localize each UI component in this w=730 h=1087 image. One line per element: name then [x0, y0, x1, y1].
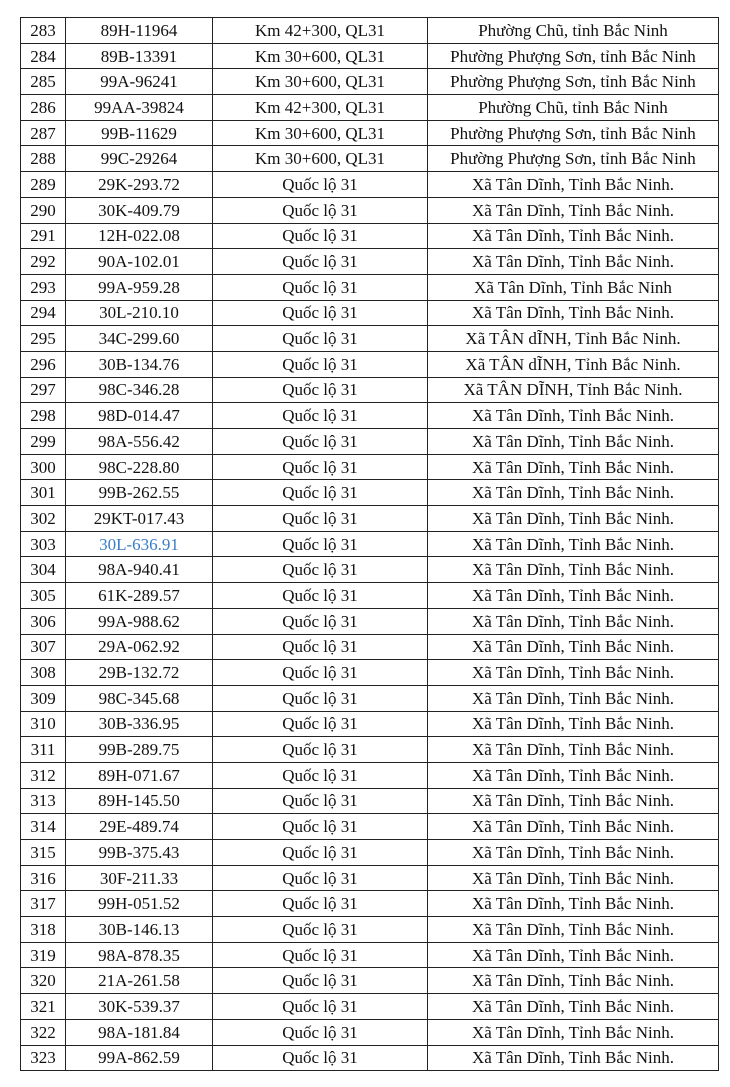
license-plate: 29B-132.72	[66, 660, 213, 686]
license-plate: 89B-13391	[66, 43, 213, 69]
row-number: 306	[21, 608, 66, 634]
table-row	[21, 326, 719, 352]
owner-address: Xã TÂN dĨNH, Tỉnh Bắc Ninh.	[428, 326, 719, 352]
table-row	[21, 69, 719, 95]
violation-location: Km 30+600, QL31	[213, 146, 428, 172]
violation-location: Quốc lộ 31	[213, 223, 428, 249]
row-number: 291	[21, 223, 66, 249]
row-number: 319	[21, 942, 66, 968]
table-row	[21, 403, 719, 429]
violation-location: Quốc lộ 31	[213, 480, 428, 506]
license-plate: 90A-102.01	[66, 249, 213, 275]
owner-address: Phường Phượng Sơn, tỉnh Bắc Ninh	[428, 120, 719, 146]
row-number: 313	[21, 788, 66, 814]
license-plate: 30K-409.79	[66, 197, 213, 223]
table-row	[21, 583, 719, 609]
owner-address: Phường Phượng Sơn, tỉnh Bắc Ninh	[428, 69, 719, 95]
table-row	[21, 891, 719, 917]
license-plate: 89H-145.50	[66, 788, 213, 814]
violation-location: Quốc lộ 31	[213, 968, 428, 994]
row-number: 322	[21, 1019, 66, 1045]
license-plate: 98A-556.42	[66, 429, 213, 455]
license-plate: 30F-211.33	[66, 865, 213, 891]
owner-address: Xã Tân Dĩnh, Tỉnh Bắc Ninh.	[428, 506, 719, 532]
row-number: 294	[21, 300, 66, 326]
row-number: 286	[21, 95, 66, 121]
table-row	[21, 788, 719, 814]
license-plate: 98C-228.80	[66, 454, 213, 480]
owner-address: Phường Phượng Sơn, tỉnh Bắc Ninh	[428, 146, 719, 172]
owner-address: Xã Tân Dĩnh, Tỉnh Bắc Ninh.	[428, 865, 719, 891]
table-row	[21, 968, 719, 994]
owner-address: Xã Tân Dĩnh, Tỉnh Bắc Ninh.	[428, 942, 719, 968]
owner-address: Xã Tân Dĩnh, Tỉnh Bắc Ninh	[428, 274, 719, 300]
row-number: 298	[21, 403, 66, 429]
violation-location: Quốc lộ 31	[213, 840, 428, 866]
license-plate: 29K-293.72	[66, 172, 213, 198]
table-row	[21, 480, 719, 506]
license-plate: 98C-346.28	[66, 377, 213, 403]
violation-location: Quốc lộ 31	[213, 685, 428, 711]
table-row	[21, 274, 719, 300]
license-plate: 34C-299.60	[66, 326, 213, 352]
violation-location: Quốc lộ 31	[213, 994, 428, 1020]
violation-location: Km 30+600, QL31	[213, 43, 428, 69]
row-number: 320	[21, 968, 66, 994]
table-row	[21, 300, 719, 326]
violation-location: Quốc lộ 31	[213, 274, 428, 300]
row-number: 300	[21, 454, 66, 480]
license-plate: 99A-862.59	[66, 1045, 213, 1071]
violation-location: Km 30+600, QL31	[213, 120, 428, 146]
license-plate: 61K-289.57	[66, 583, 213, 609]
owner-address: Xã Tân Dĩnh, Tỉnh Bắc Ninh.	[428, 197, 719, 223]
row-number: 293	[21, 274, 66, 300]
owner-address: Xã Tân Dĩnh, Tỉnh Bắc Ninh.	[428, 531, 719, 557]
owner-address: Xã TÂN DĨNH, Tỉnh Bắc Ninh.	[428, 377, 719, 403]
violation-location: Quốc lộ 31	[213, 660, 428, 686]
table-row	[21, 120, 719, 146]
license-plate: 99A-96241	[66, 69, 213, 95]
row-number: 287	[21, 120, 66, 146]
table-row	[21, 454, 719, 480]
row-number: 302	[21, 506, 66, 532]
table-row	[21, 737, 719, 763]
row-number: 303	[21, 531, 66, 557]
owner-address: Phường Chũ, tỉnh Bắc Ninh	[428, 18, 719, 44]
owner-address: Xã Tân Dĩnh, Tỉnh Bắc Ninh.	[428, 891, 719, 917]
table-row	[21, 660, 719, 686]
table-row	[21, 814, 719, 840]
license-plate: 98D-014.47	[66, 403, 213, 429]
table-row	[21, 634, 719, 660]
row-number: 288	[21, 146, 66, 172]
license-plate: 89H-11964	[66, 18, 213, 44]
owner-address: Xã Tân Dĩnh, Tỉnh Bắc Ninh.	[428, 994, 719, 1020]
table-row	[21, 95, 719, 121]
owner-address: Xã Tân Dĩnh, Tỉnh Bắc Ninh.	[428, 403, 719, 429]
owner-address: Xã Tân Dĩnh, Tỉnh Bắc Ninh.	[428, 608, 719, 634]
row-number: 301	[21, 480, 66, 506]
license-plate: 89H-071.67	[66, 762, 213, 788]
violation-location: Quốc lộ 31	[213, 737, 428, 763]
violation-location: Quốc lộ 31	[213, 429, 428, 455]
violation-location: Quốc lộ 31	[213, 454, 428, 480]
license-plate: 98A-878.35	[66, 942, 213, 968]
license-plate: 21A-261.58	[66, 968, 213, 994]
row-number: 296	[21, 351, 66, 377]
license-plate: 98A-181.84	[66, 1019, 213, 1045]
owner-address: Xã Tân Dĩnh, Tỉnh Bắc Ninh.	[428, 814, 719, 840]
table-row	[21, 377, 719, 403]
violation-location: Quốc lộ 31	[213, 172, 428, 198]
license-plate: 30L-210.10	[66, 300, 213, 326]
violation-location: Quốc lộ 31	[213, 1019, 428, 1045]
row-number: 295	[21, 326, 66, 352]
table-row	[21, 1045, 719, 1071]
license-plate: 29KT-017.43	[66, 506, 213, 532]
license-plate: 30B-134.76	[66, 351, 213, 377]
row-number: 297	[21, 377, 66, 403]
violations-table	[20, 17, 719, 1071]
owner-address: Xã Tân Dĩnh, Tỉnh Bắc Ninh.	[428, 557, 719, 583]
violation-location: Quốc lộ 31	[213, 557, 428, 583]
violation-location: Quốc lộ 31	[213, 711, 428, 737]
license-plate: 30K-539.37	[66, 994, 213, 1020]
table-row	[21, 711, 719, 737]
row-number: 315	[21, 840, 66, 866]
table-row	[21, 865, 719, 891]
row-number: 314	[21, 814, 66, 840]
violation-location: Quốc lộ 31	[213, 506, 428, 532]
table-row	[21, 43, 719, 69]
table-row	[21, 1019, 719, 1045]
owner-address: Xã Tân Dĩnh, Tỉnh Bắc Ninh.	[428, 762, 719, 788]
row-number: 310	[21, 711, 66, 737]
violation-location: Quốc lộ 31	[213, 249, 428, 275]
owner-address: Xã Tân Dĩnh, Tỉnh Bắc Ninh.	[428, 583, 719, 609]
row-number: 283	[21, 18, 66, 44]
owner-address: Xã Tân Dĩnh, Tỉnh Bắc Ninh.	[428, 634, 719, 660]
table-row	[21, 249, 719, 275]
license-plate: 99A-959.28	[66, 274, 213, 300]
table-row	[21, 840, 719, 866]
violation-location: Km 42+300, QL31	[213, 95, 428, 121]
row-number: 289	[21, 172, 66, 198]
row-number: 318	[21, 917, 66, 943]
owner-address: Xã Tân Dĩnh, Tỉnh Bắc Ninh.	[428, 685, 719, 711]
owner-address: Phường Phượng Sơn, tỉnh Bắc Ninh	[428, 43, 719, 69]
owner-address: Xã Tân Dĩnh, Tỉnh Bắc Ninh.	[428, 172, 719, 198]
table-row	[21, 917, 719, 943]
row-number: 285	[21, 69, 66, 95]
violation-location: Quốc lộ 31	[213, 788, 428, 814]
table-row	[21, 557, 719, 583]
license-plate: 99B-375.43	[66, 840, 213, 866]
owner-address: Xã Tân Dĩnh, Tỉnh Bắc Ninh.	[428, 480, 719, 506]
license-plate: 29E-489.74	[66, 814, 213, 840]
owner-address: Xã Tân Dĩnh, Tỉnh Bắc Ninh.	[428, 660, 719, 686]
violation-location: Quốc lộ 31	[213, 377, 428, 403]
owner-address: Xã Tân Dĩnh, Tỉnh Bắc Ninh.	[428, 711, 719, 737]
row-number: 316	[21, 865, 66, 891]
table-row	[21, 762, 719, 788]
row-number: 311	[21, 737, 66, 763]
table-row	[21, 608, 719, 634]
license-plate: 99B-262.55	[66, 480, 213, 506]
violation-location: Quốc lộ 31	[213, 634, 428, 660]
table-row	[21, 531, 719, 557]
row-number: 321	[21, 994, 66, 1020]
row-number: 309	[21, 685, 66, 711]
violation-location: Km 42+300, QL31	[213, 18, 428, 44]
owner-address: Xã TÂN dĨNH, Tỉnh Bắc Ninh.	[428, 351, 719, 377]
violation-location: Quốc lộ 31	[213, 865, 428, 891]
violation-location: Quốc lộ 31	[213, 531, 428, 557]
row-number: 317	[21, 891, 66, 917]
row-number: 307	[21, 634, 66, 660]
violation-location: Quốc lộ 31	[213, 762, 428, 788]
license-plate: 99B-289.75	[66, 737, 213, 763]
table-row	[21, 18, 719, 44]
owner-address: Xã Tân Dĩnh, Tỉnh Bắc Ninh.	[428, 454, 719, 480]
violation-location: Quốc lộ 31	[213, 608, 428, 634]
violation-location: Km 30+600, QL31	[213, 69, 428, 95]
owner-address: Xã Tân Dĩnh, Tỉnh Bắc Ninh.	[428, 300, 719, 326]
violation-location: Quốc lộ 31	[213, 942, 428, 968]
license-plate: 30B-336.95	[66, 711, 213, 737]
table-row	[21, 351, 719, 377]
violation-location: Quốc lộ 31	[213, 814, 428, 840]
violation-location: Quốc lộ 31	[213, 1045, 428, 1071]
owner-address: Xã Tân Dĩnh, Tỉnh Bắc Ninh.	[428, 737, 719, 763]
license-plate: 12H-022.08	[66, 223, 213, 249]
owner-address: Xã Tân Dĩnh, Tỉnh Bắc Ninh.	[428, 1019, 719, 1045]
row-number: 304	[21, 557, 66, 583]
row-number: 284	[21, 43, 66, 69]
owner-address: Phường Chũ, tỉnh Bắc Ninh	[428, 95, 719, 121]
license-plate-link[interactable]: 30L-636.91	[66, 531, 213, 557]
owner-address: Xã Tân Dĩnh, Tỉnh Bắc Ninh.	[428, 429, 719, 455]
violation-location: Quốc lộ 31	[213, 583, 428, 609]
violation-location: Quốc lộ 31	[213, 403, 428, 429]
owner-address: Xã Tân Dĩnh, Tỉnh Bắc Ninh.	[428, 968, 719, 994]
row-number: 305	[21, 583, 66, 609]
violation-location: Quốc lộ 31	[213, 326, 428, 352]
row-number: 312	[21, 762, 66, 788]
owner-address: Xã Tân Dĩnh, Tỉnh Bắc Ninh.	[428, 1045, 719, 1071]
table-row	[21, 942, 719, 968]
table-row	[21, 429, 719, 455]
owner-address: Xã Tân Dĩnh, Tỉnh Bắc Ninh.	[428, 840, 719, 866]
license-plate: 99C-29264	[66, 146, 213, 172]
owner-address: Xã Tân Dĩnh, Tỉnh Bắc Ninh.	[428, 917, 719, 943]
violation-location: Quốc lộ 31	[213, 351, 428, 377]
violation-location: Quốc lộ 31	[213, 917, 428, 943]
violation-location: Quốc lộ 31	[213, 300, 428, 326]
violation-location: Quốc lộ 31	[213, 197, 428, 223]
row-number: 308	[21, 660, 66, 686]
license-plate: 99B-11629	[66, 120, 213, 146]
table-row	[21, 994, 719, 1020]
license-plate: 99H-051.52	[66, 891, 213, 917]
row-number: 299	[21, 429, 66, 455]
table-row	[21, 146, 719, 172]
table-row	[21, 197, 719, 223]
license-plate: 98A-940.41	[66, 557, 213, 583]
table-row	[21, 172, 719, 198]
license-plate: 30B-146.13	[66, 917, 213, 943]
table-row	[21, 506, 719, 532]
owner-address: Xã Tân Dĩnh, Tỉnh Bắc Ninh.	[428, 249, 719, 275]
license-plate: 98C-345.68	[66, 685, 213, 711]
row-number: 323	[21, 1045, 66, 1071]
row-number: 290	[21, 197, 66, 223]
violations-table-body	[21, 18, 719, 1071]
row-number: 292	[21, 249, 66, 275]
owner-address: Xã Tân Dĩnh, Tỉnh Bắc Ninh.	[428, 788, 719, 814]
table-row	[21, 223, 719, 249]
license-plate: 99AA-39824	[66, 95, 213, 121]
violation-location: Quốc lộ 31	[213, 891, 428, 917]
owner-address: Xã Tân Dĩnh, Tỉnh Bắc Ninh.	[428, 223, 719, 249]
table-row	[21, 685, 719, 711]
license-plate: 99A-988.62	[66, 608, 213, 634]
license-plate: 29A-062.92	[66, 634, 213, 660]
